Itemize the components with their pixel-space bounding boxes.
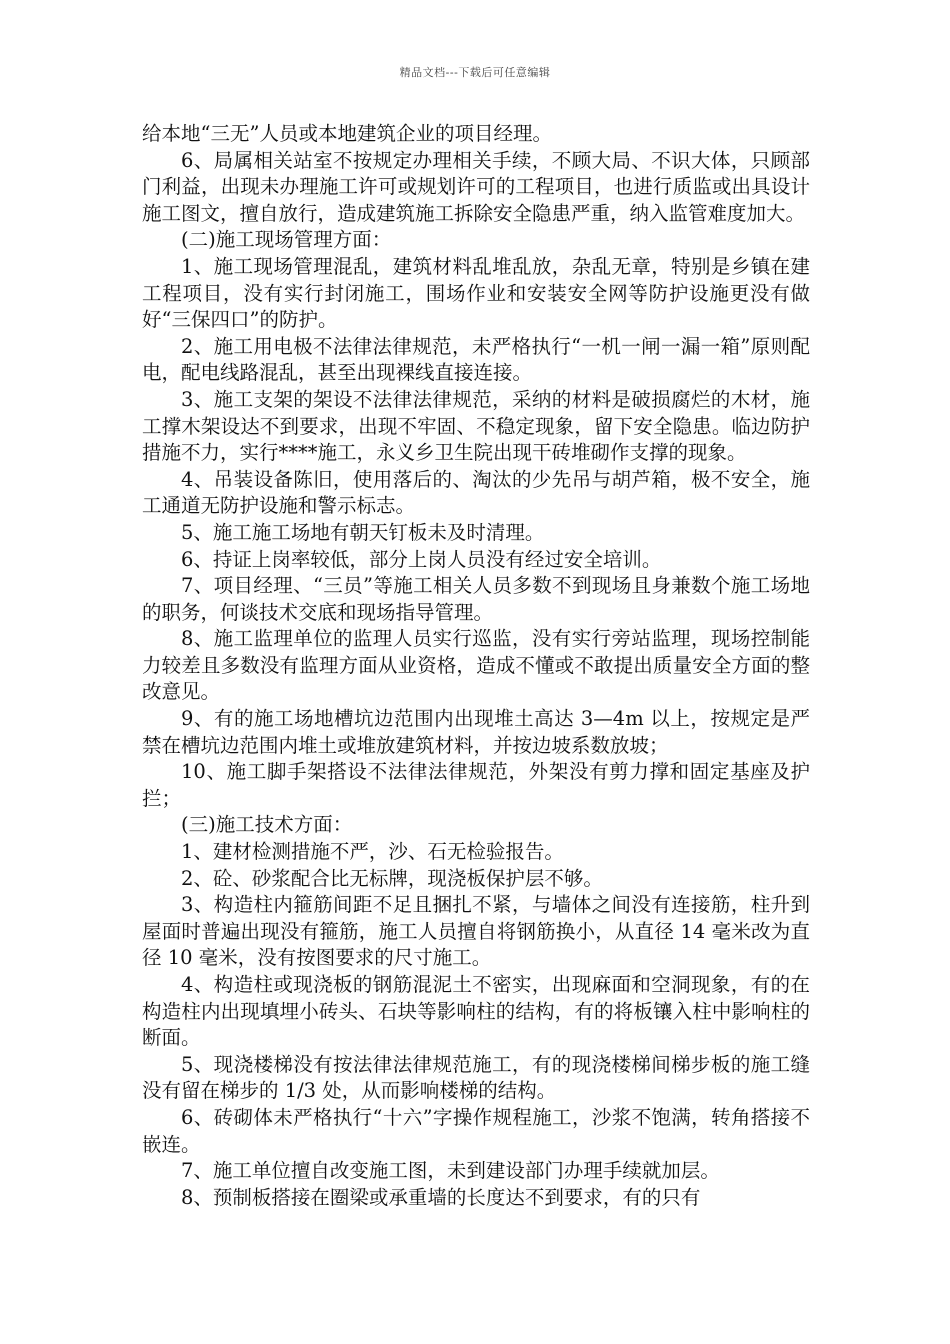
paragraph: 10、施工脚手架搭设不法律法律规范，外架没有剪力撑和固定基座及护拦； bbox=[142, 760, 810, 810]
paragraph: 8、预制板搭接在圈梁或承重墙的长度达不到要求，有的只有 bbox=[181, 1185, 701, 1209]
paragraph: 6、局属相关站室不按规定办理相关手续，不顾大局、不识大体，只顾部门利益，出现未办理施工许可或规划许可的工程项目，也进行质监或出具设计施工图文，擅自放行，造成建筑施工拆除安全隐患严重，纳入监管难度加大。 bbox=[142, 148, 810, 225]
paragraph: 3、施工支架的架设不法律法律规范，采纳的材料是破损腐烂的木材，施工撑木架设达不到要求，出现不牢固、不稳定现象，留下安全隐患。临边防护措施不力，实行****施工，永义乡卫生院出现干砖堆砌作支撑的现象。 bbox=[142, 387, 810, 465]
paragraph: 2、砼、砂浆配合比无标牌，现浇板保护层不够。 bbox=[181, 866, 603, 890]
paragraph: 3、构造柱内箍筋间距不足且捆扎不紧，与墙体之间没有连接筋，柱升到屋面时普遍出现没有箍筋，施工人员擅自将钢筋换小，从直径 14 毫米改为直径 10 毫米，没有按图要求的尺寸施工。 bbox=[142, 893, 810, 970]
paragraph: 7、施工单位擅自改变施工图，未到建设部门办理手续就加层。 bbox=[181, 1159, 720, 1183]
paragraph: 8、施工监理单位的监理人员实行巡监，没有实行旁站监理，现场控制能力较差且多数没有监理方面从业资格，造成不懂或不敢提出质量安全方面的整改意见。 bbox=[142, 627, 810, 704]
section-heading: (二)施工现场管理方面： bbox=[181, 228, 392, 252]
paragraph: 9、有的施工场地槽坑边范围内出现堆土高达 3—4m 以上，按规定是严禁在槽坑边范围内堆土或堆放建筑材料，并按边坡系数放坡； bbox=[142, 707, 810, 757]
page-header: 精品文档---下载后可任意编辑 bbox=[399, 66, 551, 79]
paragraph: 5、施工施工场地有朝天钉板未及时清理。 bbox=[181, 520, 545, 544]
paragraph: 5、现浇楼梯没有按法律法律规范施工，有的现浇楼梯间梯步板的施工缝没有留在梯步的 1/3 处，从而影响楼梯的结构。 bbox=[142, 1052, 810, 1103]
paragraph: 7、项目经理、“三员”等施工相关人员多数不到现场且身兼数个施工场地的职务，何谈技术交底和现场指导管理。 bbox=[142, 574, 810, 624]
document-body bbox=[142, 121, 810, 1211]
paragraph: 1、施工现场管理混乱，建筑材料乱堆乱放，杂乱无章，特别是乡镇在建工程项目，没有实行封闭施工，围场作业和安装安全网等防护设施更没有做好“三保四口”的防护。 bbox=[142, 254, 810, 332]
paragraph: 6、砖砌体未严格执行“十六”字操作规程施工，沙浆不饱满，转角搭接不嵌连。 bbox=[142, 1105, 810, 1156]
section-heading: (三)施工技术方面： bbox=[181, 813, 353, 837]
paragraph: 4、构造柱或现浇板的钢筋混泥土不密实，出现麻面和空洞现象，有的在构造柱内出现填埋小砖头、石块等影响柱的结构，有的将板镶入柱中影响柱的断面。 bbox=[142, 973, 810, 1050]
paragraph: 1、建材检测措施不严，沙、石无检验报告。 bbox=[181, 840, 564, 864]
paragraph: 给本地“三无”人员或本地建筑企业的项目经理。 bbox=[142, 122, 552, 145]
paragraph: 4、吊装设备陈旧，使用落后的、淘汰的少先吊与胡芦箱，极不安全，施工通道无防护设施和警示标志。 bbox=[142, 467, 810, 518]
paragraph: 6、持证上岗率较低，部分上岗人员没有经过安全培训。 bbox=[181, 547, 662, 571]
paragraph: 2、施工用电极不法律法律规范，未严格执行“一机一闸一漏一箱”原则配电，配电线路混乱，甚至出现裸线直接连接。 bbox=[142, 334, 810, 385]
